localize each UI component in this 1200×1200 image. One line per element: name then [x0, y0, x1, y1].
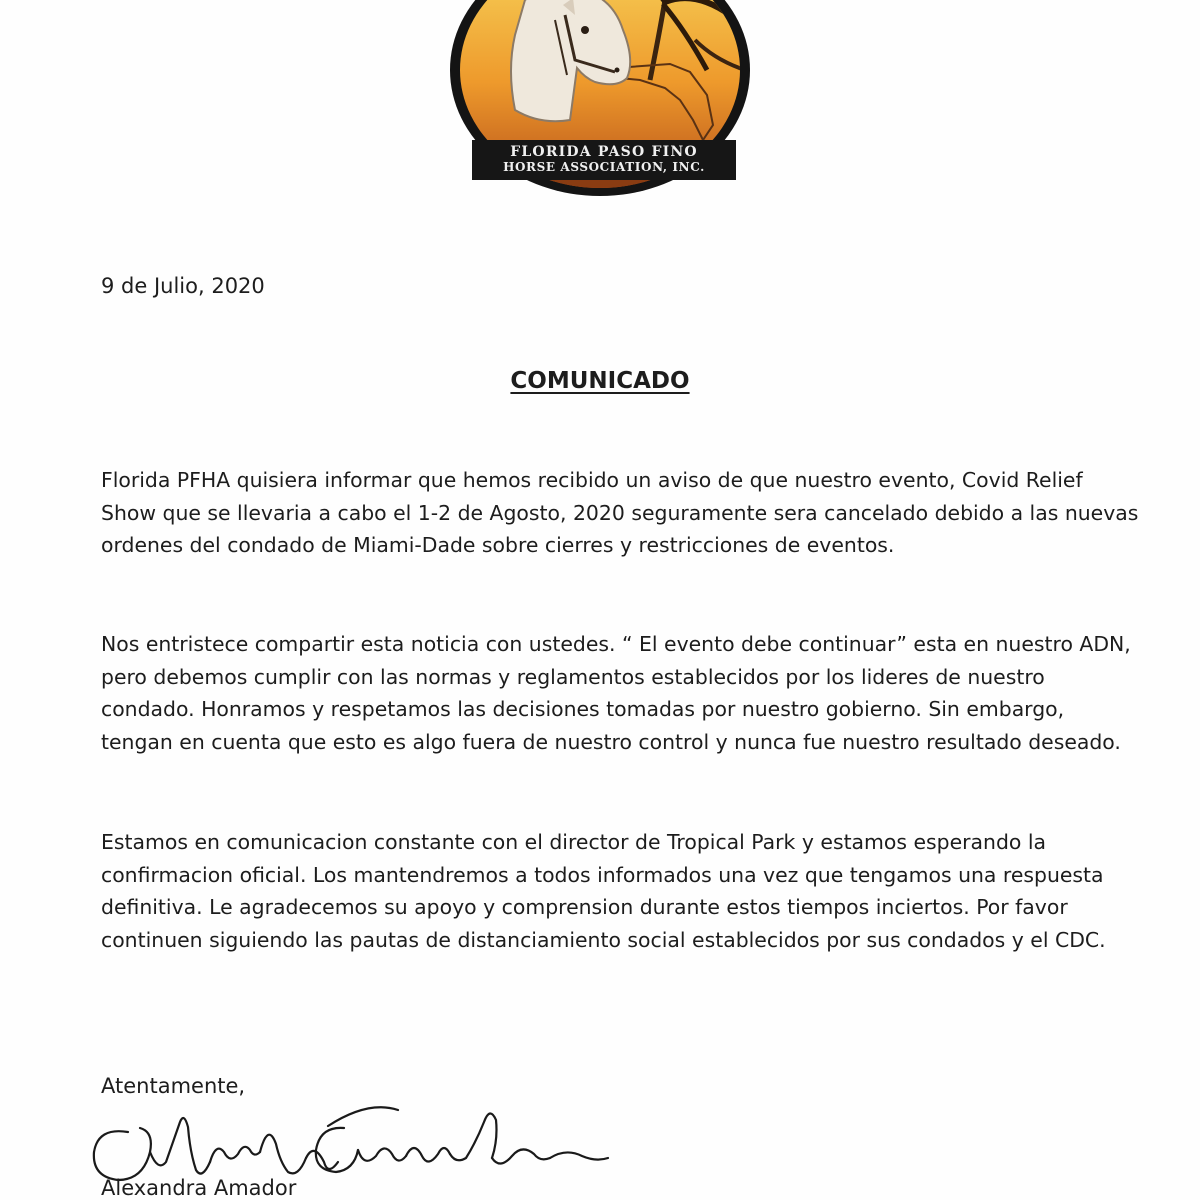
- logo-title-line2: HORSE ASSOCIATION, INC.: [503, 160, 705, 174]
- letter-date: 9 de Julio, 2020: [101, 274, 265, 298]
- logo-title-line1: FLORIDA PASO FINO: [510, 144, 698, 160]
- paragraph-update: Estamos en comunicacion constante con el director de Tropical Park y estamos esperando la confirmacion oficial. Los mantendremos a todos informados una vez que tengamos una respuesta definitiva. Le agradecemos su apoyo y comprension durante estos tiempos inciertos. Por favor continuen siguiendo las pautas de distanciamiento social establecidos por sus condados y el CDC.: [101, 830, 1106, 952]
- signer-name: Alexandra Amador: [101, 1176, 297, 1200]
- letter-closing: Atentamente,: [101, 1074, 246, 1098]
- handwritten-signature: [88, 1092, 628, 1187]
- heading-text: COMUNICADO: [510, 368, 690, 394]
- association-logo: [445, 0, 755, 196]
- letter-heading: [0, 368, 1200, 394]
- paragraph-regret: Nos entristece compartir esta noticia con ustedes. “ El evento debe continuar” esta en nuestro ADN, pero debemos cumplir con las normas y reglamentos establecidos por los lideres de nuestro condado. Honramos y respetamos las decisiones tomadas por nuestro gobierno. Sin embargo, tengan en cuenta que esto es algo fuera de nuestro control y nunca fue nuestro resultado deseado.: [101, 632, 1131, 754]
- logo-banner: [472, 140, 736, 180]
- paragraph-event-notice: Florida PFHA quisiera informar que hemos recibido un aviso de que nuestro evento, Covid Relief Show que se llevaria a cabo el 1-2 de Agosto, 2020 seguramente sera cancelado debido a las nuevas ordenes del condado de Miami-Dade sobre cierres y restricciones de eventos.: [101, 468, 1139, 557]
